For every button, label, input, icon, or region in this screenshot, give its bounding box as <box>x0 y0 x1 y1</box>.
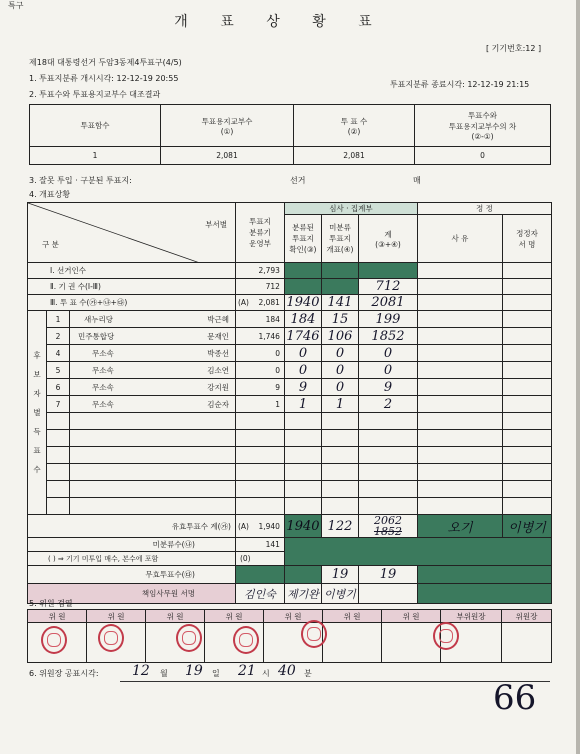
row-valid-value: (A) 1,940 <box>235 515 284 538</box>
candidate-sorter-value: 1,746 <box>235 328 284 345</box>
section-3-label: 3. 잘못 투입 · 구분된 투표지: <box>29 176 132 185</box>
header-reason: 사 유 <box>417 215 502 263</box>
candidate-total: 2 <box>358 396 417 413</box>
member-seal-1 <box>41 626 67 654</box>
header-category <box>28 203 236 263</box>
candidate-party-name: 무소속 박종선 <box>70 345 236 362</box>
sort-start-time: 1. 투표지분류 개시시각: 12-12-19 20:55 <box>29 74 179 83</box>
announce-month: 12 <box>132 663 150 679</box>
row-unsorted-label: 미분류수(㉯) <box>28 538 236 552</box>
candidate-total: 0 <box>358 345 417 362</box>
section-4-label: 4. 개표상황 <box>29 190 71 199</box>
candidate-total: 0 <box>358 362 417 379</box>
announce-minute: 40 <box>278 663 296 679</box>
row-abstain-hw: 712 <box>358 279 417 295</box>
candidate-number: 4 <box>47 345 70 362</box>
member-header: 위원장 <box>502 610 552 623</box>
candidate-total: 1852 <box>358 328 417 345</box>
candidate-number: 5 <box>47 362 70 379</box>
candidate-sorter-value: 0 <box>235 362 284 379</box>
candidate-party-name: 민주통합당 문재인 <box>70 328 236 345</box>
row-votes-value: (A) 2,081 <box>235 295 284 311</box>
vote-count: 2,081 <box>294 147 415 165</box>
candidate-unsorted: 0 <box>321 362 358 379</box>
member-header: 위 원 <box>87 610 146 623</box>
candidate-number: 2 <box>47 328 70 345</box>
header-sorted-confirm: 분류된 투표지 확인(③) <box>284 215 321 263</box>
candidate-party-name: 무소속 김순자 <box>70 396 236 413</box>
row-invalid-label: 무효투표수(㉰) <box>28 566 236 584</box>
row-votes-total: 2081 <box>358 295 417 311</box>
announce-day-unit: 일 <box>212 669 220 678</box>
sort-end-time: 투표지분류 종료시각: 12-12-19 21:15 <box>390 80 530 89</box>
member-header: 위 원 <box>205 610 264 623</box>
announce-minute-unit: 분 <box>304 669 312 678</box>
row-unsorted-value: 141 <box>235 538 284 552</box>
candidate-confirmed: 0 <box>284 345 321 362</box>
row-valid-reason: 오기 <box>417 515 502 538</box>
row-valid-total: 2062 1852 <box>358 515 417 538</box>
row-invalid-unsorted: 19 <box>321 566 358 584</box>
section-5-label: 5. 위원 검열 <box>29 599 73 608</box>
row-valid-unsorted: 122 <box>321 515 358 538</box>
header-branch: 부서별 <box>205 220 227 229</box>
candidate-number: 1 <box>47 311 70 328</box>
row-note-label: ( ) ⇒ 기기 미투입 매수, 본수에 포함 <box>28 552 236 566</box>
candidate-confirmed: 9 <box>284 379 321 396</box>
row-votes-unsorted: 141 <box>321 295 358 311</box>
candidate-total: 9 <box>358 379 417 396</box>
candidate-sorter-value: 9 <box>235 379 284 396</box>
candidate-unsorted: 0 <box>321 345 358 362</box>
header-unsorted: 미분류 투표지 개표(④) <box>321 215 358 263</box>
device-number: [ 기기번호:12 ] <box>486 44 542 53</box>
count-table <box>27 202 552 604</box>
row-abstain-label: Ⅱ. 기 권 수(Ⅰ-Ⅲ) <box>28 279 236 295</box>
member-header: 부위원장 <box>441 610 502 623</box>
row-votes-label: Ⅲ. 투 표 수(㉮+㉯+㉰) <box>28 295 236 311</box>
candidate-unsorted: 0 <box>321 379 358 396</box>
candidate-side-label: 후 보 자 별 득 표 수 <box>28 311 47 515</box>
candidate-confirmed: 0 <box>284 362 321 379</box>
box-count: 1 <box>30 147 161 165</box>
candidate-number: 6 <box>47 379 70 396</box>
candidate-confirmed: 1746 <box>286 328 320 344</box>
announce-month-unit: 월 <box>160 669 168 678</box>
header-signer: 정정자 서 명 <box>502 215 551 263</box>
officer-sign-3: 이병기 <box>321 584 358 604</box>
announce-hour-unit: 시 <box>262 669 270 678</box>
candidate-total: 199 <box>358 311 417 328</box>
candidate-sorter-value: 184 <box>235 311 284 328</box>
row-invalid-total: 19 <box>358 566 417 584</box>
header-correction: 정 정 <box>417 203 551 215</box>
member-seal-5 <box>301 620 327 648</box>
section-6-label: 6. 위원장 공표시각: <box>29 669 99 678</box>
section-2-label: 2. 투표수와 투표용지교부수 대조결과 <box>29 90 161 99</box>
member-seal-2 <box>98 624 124 652</box>
header-sorter: 투표지 분류기 운영부 <box>235 203 284 263</box>
header-division: 구 분 <box>42 240 59 249</box>
member-header: 위 원 <box>264 610 323 623</box>
member-header: 위 원 <box>146 610 205 623</box>
compare-table <box>29 104 551 165</box>
candidate-party-name: 무소속 김소연 <box>70 362 236 379</box>
header-votes: 투 표 수 (②) <box>294 105 415 147</box>
row-abstain-value: 712 <box>235 279 284 295</box>
section-3-unit: 매 <box>413 176 421 185</box>
candidate-unsorted: 15 <box>321 311 358 328</box>
member-header: 위 원 <box>28 610 87 623</box>
row-valid-confirmed: 1940 <box>284 515 321 538</box>
election-name: 제18대 대통령선거 두암3동제4투표구(4/5) <box>29 58 182 67</box>
candidate-party-name: 무소속 강지원 <box>70 379 236 396</box>
header-ballot-boxes: 투표함수 <box>30 105 161 147</box>
row-officer-label: 책임사무원 서명 <box>28 584 236 604</box>
candidate-unsorted: 106 <box>321 328 358 345</box>
candidate-party-name: 새누리당 박근혜 <box>70 311 236 328</box>
issued-count: 2,081 <box>161 147 294 165</box>
row-electors-value: 2,793 <box>235 263 284 279</box>
officer-sign-1: 김인숙 <box>235 584 284 604</box>
officer-sign-2: 제기완 <box>284 584 321 604</box>
header-difference: 투표수와 투표용지교부수의 차 (②-①) <box>415 105 551 147</box>
member-header: 위 원 <box>382 610 441 623</box>
diagonal-line <box>28 203 200 263</box>
row-votes-confirmed: 1940 <box>286 295 320 310</box>
difference-value: 0 <box>415 147 551 165</box>
member-header: 위 원 <box>323 610 382 623</box>
corner-label: 특구 <box>8 1 24 10</box>
row-valid-signer: 이병기 <box>502 515 551 538</box>
row-electors-label: Ⅰ. 선거인수 <box>28 263 236 279</box>
page-number-hw: 66 <box>493 678 537 718</box>
page-edge <box>576 0 580 754</box>
announce-day: 19 <box>185 663 203 679</box>
header-review: 심사 · 집계부 <box>284 203 417 215</box>
document-title: 개 표 상 황 표 <box>174 14 386 30</box>
candidate-number: 7 <box>47 396 70 413</box>
row-valid-label: 유효투표수 계(㉮) <box>28 515 236 538</box>
candidate-unsorted: 1 <box>321 396 358 413</box>
candidate-sorter-value: 0 <box>235 345 284 362</box>
header-issued: 투표용지교부수 (①) <box>161 105 294 147</box>
candidate-sorter-value: 1 <box>235 396 284 413</box>
row-note-value: (0) <box>235 552 284 566</box>
member-seal-3 <box>176 624 202 652</box>
announce-underline <box>120 681 550 682</box>
member-seal-4 <box>233 626 259 654</box>
section-3-election: 선거 <box>290 176 306 185</box>
vice-chair-seal <box>433 622 459 650</box>
announce-hour: 21 <box>238 663 256 679</box>
candidate-confirmed: 184 <box>284 311 321 328</box>
header-total: 계 (③+④) <box>358 215 417 263</box>
candidate-confirmed: 1 <box>284 396 321 413</box>
